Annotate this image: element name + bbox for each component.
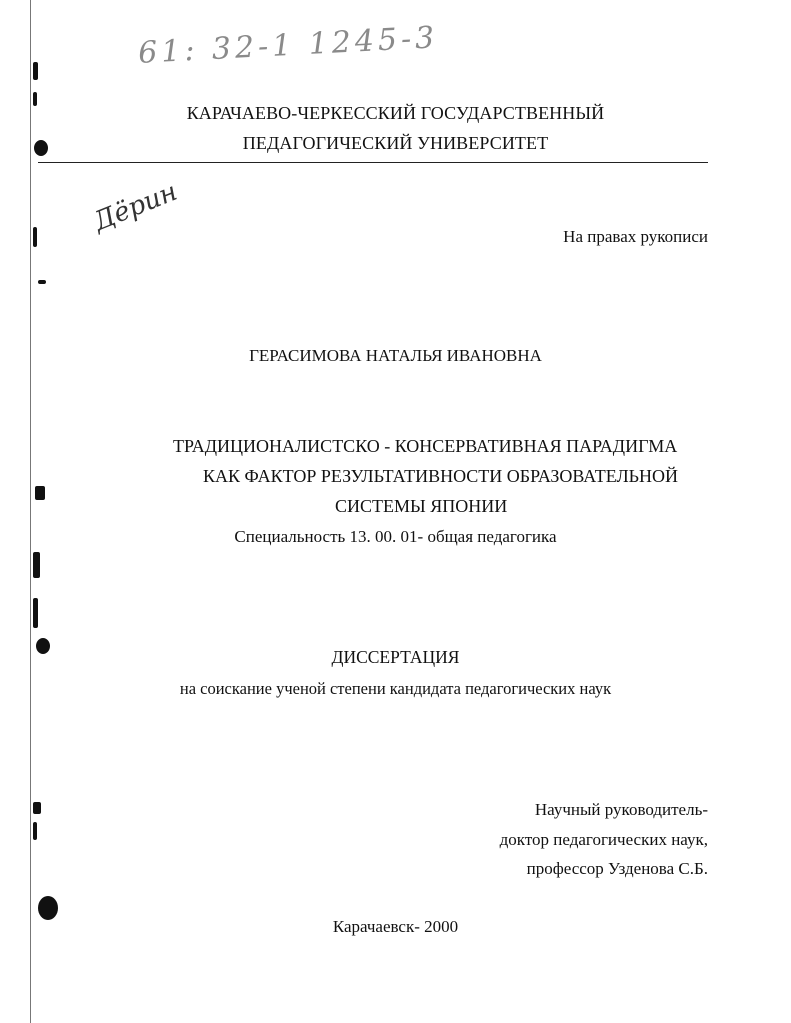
title-line: КАК ФАКТОР РЕЗУЛЬТАТИВНОСТИ ОБРАЗОВАТЕЛЬНОЙ <box>203 466 678 486</box>
title-line: СИСТЕМЫ ЯПОНИИ <box>335 496 508 516</box>
scan-blot <box>35 486 45 500</box>
handwritten-archive-number: 61: 32-1 1245-3 <box>137 20 440 71</box>
specialty: Специальность 13. 00. 01- общая педагогика <box>234 527 557 546</box>
degree-line: на соискание ученой степени кандидата педагогических наук <box>179 679 612 698</box>
scan-blot <box>33 227 37 247</box>
scan-blot <box>33 598 38 628</box>
advisor-line: доктор педагогических наук, <box>499 830 708 849</box>
scan-blot <box>38 280 46 284</box>
university-name-line-2: ПЕДАГОГИЧЕСКИЙ УНИВЕРСИТЕТ <box>242 133 549 153</box>
scan-blot <box>33 552 40 578</box>
author-name: ГЕРАСИМОВА НАТАЛЬЯ ИВАНОВНА <box>249 346 542 365</box>
scan-blot <box>33 62 38 80</box>
header-rule <box>38 162 708 163</box>
scan-blot <box>33 802 41 814</box>
manuscript-rights-note: На правах рукописи <box>563 227 708 246</box>
advisor-line: профессор Узденова С.Б. <box>526 859 708 878</box>
advisor-line: Научный руководитель- <box>534 800 708 819</box>
title-line: ТРАДИЦИОНАЛИСТСКО - КОНСЕРВАТИВНАЯ ПАРАДИГМА <box>173 436 678 456</box>
handwritten-signature: Дёрин <box>89 176 182 238</box>
city-and-year: Карачаевск- 2000 <box>332 917 459 936</box>
scan-blot <box>33 822 37 840</box>
work-type: ДИССЕРТАЦИЯ <box>331 647 460 667</box>
university-name-line-1: КАРАЧАЕВО-ЧЕРКЕССКИЙ ГОСУДАРСТВЕННЫЙ <box>186 103 605 123</box>
